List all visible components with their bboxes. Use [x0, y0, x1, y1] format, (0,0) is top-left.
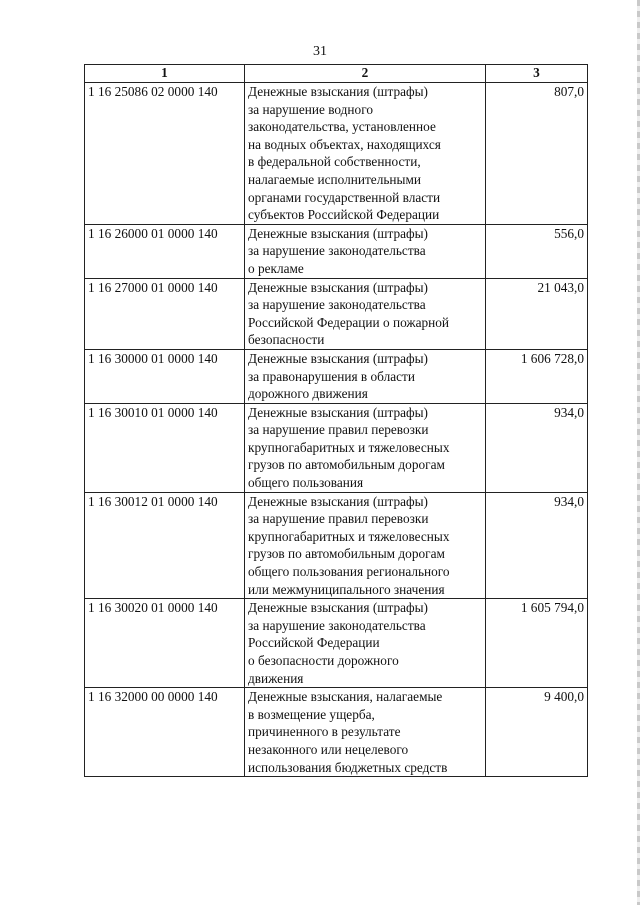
description-cell: [245, 688, 486, 777]
table-row: [85, 224, 588, 278]
table-row: [85, 599, 588, 688]
amount-cell: 934,0: [486, 403, 588, 492]
budget-code-cell: 1 16 30000 01 0000 140: [85, 349, 245, 403]
amount-cell: 1 605 794,0: [486, 599, 588, 688]
description-line: о рекламе: [248, 260, 304, 276]
description-line: причиненного в результате: [248, 724, 401, 740]
description-line: законодательства, установленное: [248, 119, 436, 135]
description-line: в возмещение ущерба,: [248, 706, 375, 722]
table-header-row: [85, 65, 588, 83]
budget-code-cell: 1 16 26000 01 0000 140: [85, 224, 245, 278]
description-line: дорожного движения: [248, 386, 368, 402]
description-line: незаконного или нецелевого: [248, 741, 409, 757]
description-cell: [245, 492, 486, 599]
description-line: Российской Федерации о пожарной: [248, 314, 449, 330]
description-line: о безопасности дорожного: [248, 653, 399, 668]
budget-code-cell: 1 16 32000 00 0000 140: [85, 688, 245, 777]
description-line: Денежные взыскания (штрафы): [248, 350, 428, 366]
budget-code-cell: 1 16 27000 01 0000 140: [85, 278, 245, 349]
amount-cell: 21 043,0: [486, 278, 588, 349]
description-line: грузов по автомобильным дорогам: [248, 546, 445, 562]
page-number: 31: [313, 44, 327, 59]
description-line: органами государственной власти: [248, 189, 441, 205]
description-cell: [245, 278, 486, 349]
table-body: [85, 83, 588, 777]
description-line: за нарушение водного: [248, 101, 373, 117]
description-line: крупногабаритных и тяжеловесных: [248, 439, 450, 455]
column-header-amount: 3: [486, 65, 588, 83]
description-line: за нарушение правил перевозки: [248, 511, 429, 527]
description-line: или межмуниципального значения: [248, 581, 445, 597]
table-row: [85, 83, 588, 225]
description-line: за нарушение законодательства: [248, 243, 426, 259]
description-line: за правонарушения в области: [248, 368, 415, 384]
budget-code-cell: 1 16 30010 01 0000 140: [85, 403, 245, 492]
budget-code-cell: 1 16 30012 01 0000 140: [85, 492, 245, 599]
table-row: [85, 349, 588, 403]
description-cell: [245, 83, 486, 225]
description-line: Денежные взыскания (штрафы): [248, 279, 428, 295]
description-line: безопасности: [248, 332, 325, 348]
description-line: движения: [248, 670, 304, 686]
description-line: общего пользования регионального: [248, 564, 450, 580]
budget-code-cell: 1 16 30020 01 0000 140: [85, 599, 245, 688]
description-line: в федеральной собственности,: [248, 154, 421, 170]
description-line: общего пользования: [248, 475, 364, 491]
description-line: за нарушение законодательства: [248, 297, 426, 313]
table-row: [85, 278, 588, 349]
amount-cell: 556,0: [486, 224, 588, 278]
description-line: Денежные взыскания (штрафы): [248, 493, 428, 509]
description-line: налагаемые исполнительными: [248, 171, 421, 187]
description-line: Денежные взыскания (штрафы): [248, 84, 428, 99]
description-cell: [245, 403, 486, 492]
description-line: Российской Федерации: [248, 635, 380, 651]
description-line: на водных объектах, находящихся: [248, 136, 441, 152]
table-row: [85, 403, 588, 492]
description-line: Денежные взыскания, налагаемые: [248, 689, 443, 705]
table-row: [85, 688, 588, 777]
description-line: крупногабаритных и тяжеловесных: [248, 528, 450, 544]
column-header-description: 2: [245, 65, 486, 83]
description-cell: [245, 349, 486, 403]
amount-cell: 807,0: [486, 83, 588, 225]
column-header-code: 1: [85, 65, 245, 83]
description-cell: [245, 224, 486, 278]
amount-cell: 934,0: [486, 492, 588, 599]
description-line: субъектов Российской Федерации: [248, 207, 440, 223]
description-line: за нарушение законодательства: [248, 617, 426, 633]
description-line: использования бюджетных средств: [248, 759, 448, 775]
table-row: [85, 492, 588, 599]
description-cell: [245, 599, 486, 688]
description-line: грузов по автомобильным дорогам: [248, 457, 445, 473]
description-line: Денежные взыскания (штрафы): [248, 225, 428, 241]
budget-code-cell: 1 16 25086 02 0000 140: [85, 83, 245, 225]
amount-cell: 1 606 728,0: [486, 349, 588, 403]
amount-cell: 9 400,0: [486, 688, 588, 777]
description-line: Денежные взыскания (штрафы): [248, 404, 428, 420]
revenue-table: [84, 64, 588, 777]
description-line: за нарушение правил перевозки: [248, 422, 429, 438]
description-line: Денежные взыскания (штрафы): [248, 600, 428, 616]
